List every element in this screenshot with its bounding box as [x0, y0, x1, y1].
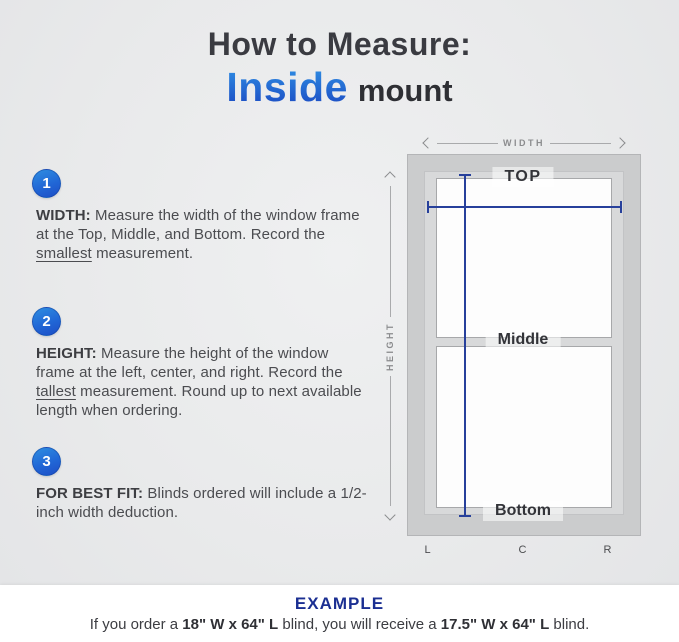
arrow-left-icon — [422, 137, 433, 148]
arrow-up-icon — [384, 171, 395, 182]
example-section — [0, 585, 679, 642]
step-2-text — [36, 344, 371, 420]
window-pane-lower — [436, 346, 612, 508]
title-rest-mount: mount — [357, 73, 453, 108]
title-accent-inside: Inside — [226, 64, 348, 110]
title-line-2 — [0, 64, 679, 111]
example-prefix: If you order a — [89, 616, 183, 633]
step-2-body: Measure the height of the window frame at the left, center, and right. Record the — [36, 345, 343, 381]
step-3-text — [36, 484, 371, 522]
guide-line — [390, 376, 391, 507]
guide-line — [390, 186, 391, 317]
width-dimension-guide — [424, 136, 624, 150]
step-1-lead: WIDTH: — [36, 207, 91, 224]
step-1-badge: 1 — [32, 169, 61, 198]
page-title — [0, 26, 679, 111]
step-3-lead: FOR BEST FIT: — [36, 485, 144, 502]
marker-right: R — [603, 544, 613, 556]
example-suffix: blind. — [549, 616, 590, 633]
width-measure-line — [427, 206, 622, 208]
step-1-body-end: measurement. — [91, 245, 194, 262]
step-2-underlined-word: tallest — [36, 383, 76, 400]
step-1-body: Measure the width of the window frame at the Top, Middle, and Bottom. Record the — [36, 207, 360, 243]
step-3-badge: 3 — [32, 447, 61, 476]
guide-line — [437, 143, 498, 144]
marker-center: C — [518, 544, 528, 556]
marker-left: L — [424, 544, 432, 556]
label-top: TOP — [492, 167, 553, 187]
example-ordered-size: 18" W x 64" L — [182, 616, 279, 633]
example-received-size: 17.5" W x 64" L — [440, 616, 550, 633]
example-middle: blind, you will receive a — [278, 616, 441, 633]
label-bottom: Bottom — [483, 501, 563, 521]
step-1-underlined-word: smallest — [36, 245, 92, 262]
arrow-right-icon — [614, 137, 625, 148]
step-2-body-end: measurement. Round up to next available length when ordering. — [36, 383, 362, 419]
window-pane-upper — [436, 178, 612, 338]
width-guide-label: WIDTH — [503, 138, 545, 148]
height-dimension-guide — [383, 173, 397, 519]
example-text — [0, 616, 679, 633]
guide-line — [550, 143, 611, 144]
label-middle: Middle — [486, 330, 561, 350]
step-1-text — [36, 206, 371, 263]
height-guide-label: HEIGHT — [385, 321, 395, 371]
title-line-1: How to Measure: — [207, 26, 472, 62]
step-2-badge: 2 — [32, 307, 61, 336]
height-measure-line — [464, 174, 466, 517]
step-3-body: Blinds ordered will include a 1/2-inch width deduction. — [36, 485, 367, 521]
example-heading: EXAMPLE — [294, 594, 385, 613]
arrow-down-icon — [384, 509, 395, 520]
step-2-lead: HEIGHT: — [36, 345, 97, 362]
